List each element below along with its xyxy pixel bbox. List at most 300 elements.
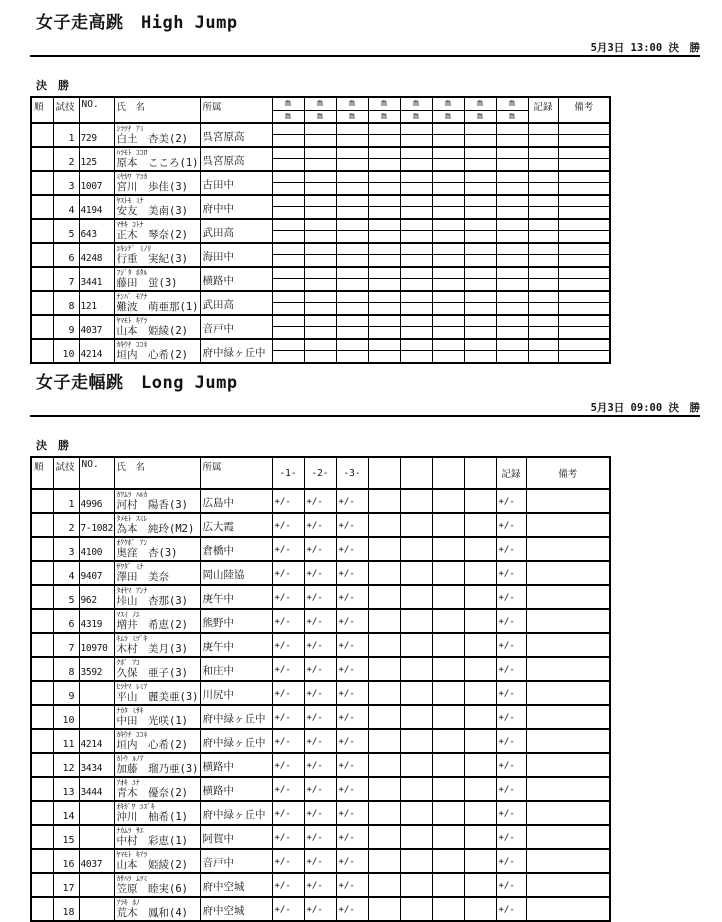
athlete-row (31, 267, 610, 291)
team-cell: 府中緑ヶ丘中 (200, 705, 272, 729)
mark-cell: +/- (272, 537, 304, 561)
record-cell: +/- (496, 681, 526, 705)
attempt-no-cell: 4 (53, 195, 79, 219)
rank-cell (31, 897, 53, 921)
record-cell: +/- (496, 537, 526, 561)
mark-cell (464, 897, 496, 921)
mark-cell (400, 339, 432, 363)
mark-cell (368, 753, 400, 777)
bib-cell: 4037 (79, 849, 114, 873)
record-cell: +/- (496, 897, 526, 921)
mark-cell: +/- (304, 609, 336, 633)
remarks-cell (526, 705, 610, 729)
mark-cell (400, 561, 432, 585)
rank-cell (31, 753, 53, 777)
attempt-no-cell: 3 (53, 537, 79, 561)
remarks-cell (526, 633, 610, 657)
name-kanji: 木村 美月(3) (116, 643, 188, 655)
mark-cell (272, 267, 304, 291)
record-cell (528, 315, 558, 339)
rank-cell (31, 171, 53, 195)
name-kanji: 正木 琴奈(2) (116, 229, 188, 241)
mark-cell (400, 753, 432, 777)
name-cell (114, 489, 200, 513)
mark-cell (336, 267, 368, 291)
mark-cell: +/- (304, 729, 336, 753)
mark-cell (464, 489, 496, 513)
attempt-no-cell: 11 (53, 729, 79, 753)
attempt-no-cell: 10 (53, 339, 79, 363)
team-cell: 古田中 (200, 171, 272, 195)
mark-cell (368, 267, 400, 291)
bib-cell: 962 (79, 585, 114, 609)
mark-cell (400, 897, 432, 921)
athlete-row (31, 147, 610, 171)
record-cell (528, 147, 558, 171)
mark-cell (336, 339, 368, 363)
mark-cell (336, 291, 368, 315)
name-kanji: 奥窪 杏(3) (116, 547, 178, 559)
mark-cell (368, 681, 400, 705)
mark-cell: +/- (336, 897, 368, 921)
remarks-cell (526, 849, 610, 873)
name-kanji: 増井 希恵(2) (116, 619, 188, 631)
mark-cell (368, 897, 400, 921)
mark-cell (432, 777, 464, 801)
name-cell (114, 729, 200, 753)
mark-cell (400, 585, 432, 609)
mark-cell (272, 123, 304, 147)
team-cell: 岡山陸協 (200, 561, 272, 585)
bib-cell: 3592 (79, 657, 114, 681)
remarks-cell (526, 873, 610, 897)
mark-cell (464, 753, 496, 777)
record-header: 記録 (496, 457, 526, 489)
remarks-cell (526, 657, 610, 681)
mark-cell (432, 267, 464, 291)
mark-cell (272, 291, 304, 315)
mark-cell: +/- (336, 753, 368, 777)
mark-cell (368, 777, 400, 801)
mark-cell (368, 825, 400, 849)
name-kanji: 安友 美南(3) (116, 205, 188, 217)
attempt-col-header: -3- (336, 457, 368, 489)
remarks-cell (558, 339, 610, 363)
name-kana: ﾀﾒﾓﾄ ｽﾐﾚ (116, 514, 148, 523)
rank-cell (31, 339, 53, 363)
attempt-subcol-header: m (464, 110, 496, 123)
attempt-no-header: 試技 (53, 97, 79, 123)
mark-cell (464, 801, 496, 825)
team-cell: 音戸中 (200, 315, 272, 339)
rank-cell (31, 537, 53, 561)
bib-cell: 4996 (79, 489, 114, 513)
record-cell: +/- (496, 753, 526, 777)
rank-cell (31, 195, 53, 219)
mark-cell (400, 291, 432, 315)
name-kana: ｵｷｶﾞﾜ ﾕｽﾞｷ (116, 802, 155, 811)
mark-cell (400, 633, 432, 657)
mark-cell (336, 147, 368, 171)
mark-cell (464, 585, 496, 609)
name-kana: ﾀｵﾔﾏ ｱﾝﾅ (116, 586, 148, 595)
athlete-row (31, 585, 610, 609)
mark-cell (464, 777, 496, 801)
mark-cell (464, 219, 496, 243)
name-kana: ﾅﾝﾊﾞ ﾓｱﾅ (116, 292, 148, 301)
attempt-col-header: -1- (272, 457, 304, 489)
team-cell: 横路中 (200, 753, 272, 777)
name-cell (114, 123, 200, 147)
attempt-no-cell: 15 (53, 825, 79, 849)
name-kanji: 為本 純玲(M2) (116, 523, 195, 535)
mark-cell: +/- (304, 489, 336, 513)
mark-cell (304, 219, 336, 243)
name-cell (114, 291, 200, 315)
remarks-cell (526, 585, 610, 609)
mark-cell: +/- (272, 489, 304, 513)
rank-cell (31, 825, 53, 849)
athlete-row (31, 291, 610, 315)
team-cell: 呉宮原高 (200, 147, 272, 171)
athlete-row (31, 561, 610, 585)
attempt-no-cell: 7 (53, 267, 79, 291)
bib-cell: 4248 (79, 243, 114, 267)
round-label: 決 勝 (36, 439, 69, 452)
name-cell (114, 171, 200, 195)
attempt-subcol-header: m (400, 110, 432, 123)
name-kanji: 藤田 蛍(3) (116, 277, 178, 289)
mark-cell (464, 705, 496, 729)
record-cell: +/- (496, 489, 526, 513)
name-kana: ｶﾄｳ ﾙﾉｱ (116, 754, 144, 763)
team-cell: 阿賀中 (200, 825, 272, 849)
mark-cell (368, 585, 400, 609)
attempt-col-header (368, 457, 400, 489)
attempt-no-cell: 13 (53, 777, 79, 801)
bib-cell: 3434 (79, 753, 114, 777)
mark-cell (400, 609, 432, 633)
bib-cell: 4214 (79, 339, 114, 363)
mark-cell (272, 171, 304, 195)
mark-cell: +/- (272, 681, 304, 705)
bib-header: NO. (79, 97, 114, 123)
mark-cell (496, 243, 528, 267)
mark-cell (400, 123, 432, 147)
mark-cell: +/- (336, 609, 368, 633)
name-cell (114, 339, 200, 363)
mark-cell: +/- (304, 537, 336, 561)
mark-cell (400, 195, 432, 219)
remarks-cell (558, 123, 610, 147)
name-cell (114, 681, 200, 705)
remarks-cell (526, 801, 610, 825)
remarks-cell (558, 219, 610, 243)
name-cell (114, 315, 200, 339)
mark-cell: +/- (304, 585, 336, 609)
mark-cell (464, 609, 496, 633)
mark-cell (464, 171, 496, 195)
bib-header: NO. (79, 457, 114, 489)
mark-cell: +/- (336, 801, 368, 825)
mark-cell (400, 681, 432, 705)
team-cell: 武田高 (200, 291, 272, 315)
mark-cell: +/- (272, 705, 304, 729)
name-cell (114, 657, 200, 681)
mark-cell (400, 489, 432, 513)
rank-cell (31, 267, 53, 291)
mark-cell (272, 339, 304, 363)
name-kana: ﾔﾏﾓﾄ ｷｱﾗ (116, 850, 148, 859)
rank-cell (31, 561, 53, 585)
name-kanji: 山本 姫綾(2) (116, 859, 188, 871)
attempt-no-header: 試技 (53, 457, 79, 489)
mark-cell: +/- (336, 489, 368, 513)
mark-cell: +/- (336, 849, 368, 873)
mark-cell (464, 657, 496, 681)
rank-header: 順 (31, 457, 53, 489)
mark-cell: +/- (336, 561, 368, 585)
name-kanji: 白土 杏美(2) (116, 133, 188, 145)
team-cell: 海田中 (200, 243, 272, 267)
mark-cell (432, 291, 464, 315)
athlete-row (31, 873, 610, 897)
attempt-col-header: m (400, 97, 432, 110)
remarks-cell (558, 195, 610, 219)
bib-cell: 3444 (79, 777, 114, 801)
mark-cell (432, 873, 464, 897)
mark-cell (304, 171, 336, 195)
results-table (30, 96, 611, 364)
mark-cell (368, 489, 400, 513)
header-rule (30, 415, 700, 417)
name-kanji: 宮川 歩佳(3) (116, 181, 188, 193)
mark-cell (432, 753, 464, 777)
remarks-cell (526, 777, 610, 801)
mark-cell (432, 609, 464, 633)
athlete-row (31, 705, 610, 729)
mark-cell (464, 633, 496, 657)
name-header: 氏 名 (114, 97, 200, 123)
mark-cell: +/- (304, 657, 336, 681)
attempt-no-cell: 9 (53, 681, 79, 705)
athlete-row (31, 609, 610, 633)
team-cell: 広大霞 (200, 513, 272, 537)
name-cell (114, 849, 200, 873)
attempt-col-header: -2- (304, 457, 336, 489)
athlete-row (31, 339, 610, 363)
record-cell (528, 339, 558, 363)
name-kana: ｶｻﾊﾗ ﾑﾂﾐ (116, 874, 148, 883)
mark-cell: +/- (336, 513, 368, 537)
team-cell: 倉橋中 (200, 537, 272, 561)
team-cell: 呉宮原高 (200, 123, 272, 147)
attempt-col-header: m (304, 97, 336, 110)
athlete-row (31, 123, 610, 147)
name-kanji: 行重 実紀(3) (116, 253, 188, 265)
athlete-row (31, 315, 610, 339)
rank-cell (31, 633, 53, 657)
event-title: 女子走幅跳 Long Jump (36, 373, 238, 393)
name-kana: ｶｷｳﾁ ｺｺﾈ (116, 340, 148, 349)
name-cell (114, 513, 200, 537)
remarks-cell (558, 243, 610, 267)
attempt-no-cell: 6 (53, 609, 79, 633)
rank-cell (31, 777, 53, 801)
name-kanji: 澤田 美奈 (116, 571, 169, 583)
mark-cell (432, 219, 464, 243)
bib-cell (79, 873, 114, 897)
rank-cell (31, 243, 53, 267)
team-cell: 広島中 (200, 489, 272, 513)
mark-cell: +/- (272, 753, 304, 777)
athlete-row (31, 777, 610, 801)
name-cell (114, 561, 200, 585)
bib-cell (79, 897, 114, 921)
mark-cell (400, 267, 432, 291)
rank-cell (31, 873, 53, 897)
mark-cell: +/- (272, 609, 304, 633)
name-kana: ﾕｷｼｹﾞ ﾐﾉﾘ (116, 244, 152, 253)
mark-cell (368, 513, 400, 537)
rank-cell (31, 729, 53, 753)
mark-cell (368, 147, 400, 171)
mark-cell (400, 873, 432, 897)
name-cell (114, 897, 200, 921)
record-cell (528, 123, 558, 147)
name-kanji: 河村 陽香(3) (116, 499, 188, 511)
attempt-subcol-header: m (272, 110, 304, 123)
mark-cell (368, 561, 400, 585)
bib-cell: 4194 (79, 195, 114, 219)
mark-cell: +/- (272, 561, 304, 585)
mark-cell (432, 489, 464, 513)
remarks-cell (526, 513, 610, 537)
mark-cell: +/- (304, 873, 336, 897)
mark-cell (496, 267, 528, 291)
mark-cell (496, 219, 528, 243)
mark-cell (496, 315, 528, 339)
mark-cell (368, 633, 400, 657)
attempt-col-header: m (432, 97, 464, 110)
record-cell: +/- (496, 729, 526, 753)
name-kana: ｶｷｳﾁ ｺｺﾈ (116, 730, 148, 739)
bib-cell: 125 (79, 147, 114, 171)
mark-cell (432, 171, 464, 195)
mark-cell: +/- (336, 681, 368, 705)
attempt-subcol-header: m (304, 110, 336, 123)
mark-cell (368, 801, 400, 825)
mark-cell (368, 537, 400, 561)
bib-cell (79, 801, 114, 825)
name-header: 氏 名 (114, 457, 200, 489)
mark-cell (464, 123, 496, 147)
name-kana: ﾐﾔｶﾜ ｱﾕｶ (116, 172, 148, 181)
record-cell (528, 219, 558, 243)
attempt-no-cell: 10 (53, 705, 79, 729)
attempt-no-cell: 8 (53, 291, 79, 315)
athlete-row (31, 657, 610, 681)
name-cell (114, 537, 200, 561)
attempt-subcol-header: m (496, 110, 528, 123)
remarks-header: 備考 (526, 457, 610, 489)
name-cell (114, 147, 200, 171)
name-kanji: 平山 麗美亜(3) (116, 691, 199, 703)
mark-cell (464, 267, 496, 291)
mark-cell (272, 219, 304, 243)
mark-cell (304, 291, 336, 315)
mark-cell (368, 291, 400, 315)
name-cell (114, 801, 200, 825)
name-kana: ﾔﾏﾓﾄ ｷｱﾗ (116, 316, 148, 325)
attempt-no-cell: 17 (53, 873, 79, 897)
mark-cell (336, 195, 368, 219)
remarks-cell (526, 753, 610, 777)
rank-cell (31, 585, 53, 609)
team-cell: 武田高 (200, 219, 272, 243)
remarks-header: 備考 (558, 97, 610, 123)
attempt-col-header (464, 457, 496, 489)
bib-cell (79, 705, 114, 729)
name-kana: ﾋﾗﾔﾏ ﾚﾐｱ (116, 682, 148, 691)
name-cell (114, 195, 200, 219)
team-cell: 熊野中 (200, 609, 272, 633)
remarks-cell (526, 729, 610, 753)
name-cell (114, 609, 200, 633)
mark-cell (464, 681, 496, 705)
mark-cell (432, 147, 464, 171)
attempt-col-header: m (464, 97, 496, 110)
name-kana: ｷﾑﾗ ﾐﾂﾞｷ (116, 634, 148, 643)
mark-cell: +/- (304, 777, 336, 801)
attempt-no-cell: 7 (53, 633, 79, 657)
name-kana: ﾏｽｲ ﾉｴ (116, 610, 140, 619)
bib-cell: 4037 (79, 315, 114, 339)
attempt-col-header: m (496, 97, 528, 110)
mark-cell (464, 849, 496, 873)
attempt-no-cell: 8 (53, 657, 79, 681)
schedule-line: 5月3日 13:00 決 勝 (590, 42, 700, 54)
athlete-row (31, 681, 610, 705)
mark-cell (432, 897, 464, 921)
name-kana: ｱﾗｷ ﾎﾉ (116, 898, 140, 907)
mark-cell (400, 315, 432, 339)
mark-cell (368, 315, 400, 339)
mark-cell: +/- (304, 897, 336, 921)
name-kanji: 久保 亜子(3) (116, 667, 188, 679)
mark-cell (400, 825, 432, 849)
mark-cell: +/- (336, 825, 368, 849)
mark-cell (464, 561, 496, 585)
remarks-cell (526, 609, 610, 633)
remarks-cell (526, 537, 610, 561)
schedule-line: 5月3日 09:00 決 勝 (590, 402, 700, 414)
mark-cell (464, 873, 496, 897)
name-kana: ﾔｽﾄﾓ ﾐﾅ (116, 196, 144, 205)
attempt-no-cell: 2 (53, 513, 79, 537)
mark-cell (432, 825, 464, 849)
bib-cell: 3441 (79, 267, 114, 291)
mark-cell (432, 801, 464, 825)
rank-cell (31, 609, 53, 633)
mark-cell (464, 195, 496, 219)
team-cell: 府中緑ヶ丘中 (200, 339, 272, 363)
bib-cell: 729 (79, 123, 114, 147)
mark-cell (496, 339, 528, 363)
mark-cell (304, 315, 336, 339)
mark-cell: +/- (272, 849, 304, 873)
mark-cell (464, 291, 496, 315)
